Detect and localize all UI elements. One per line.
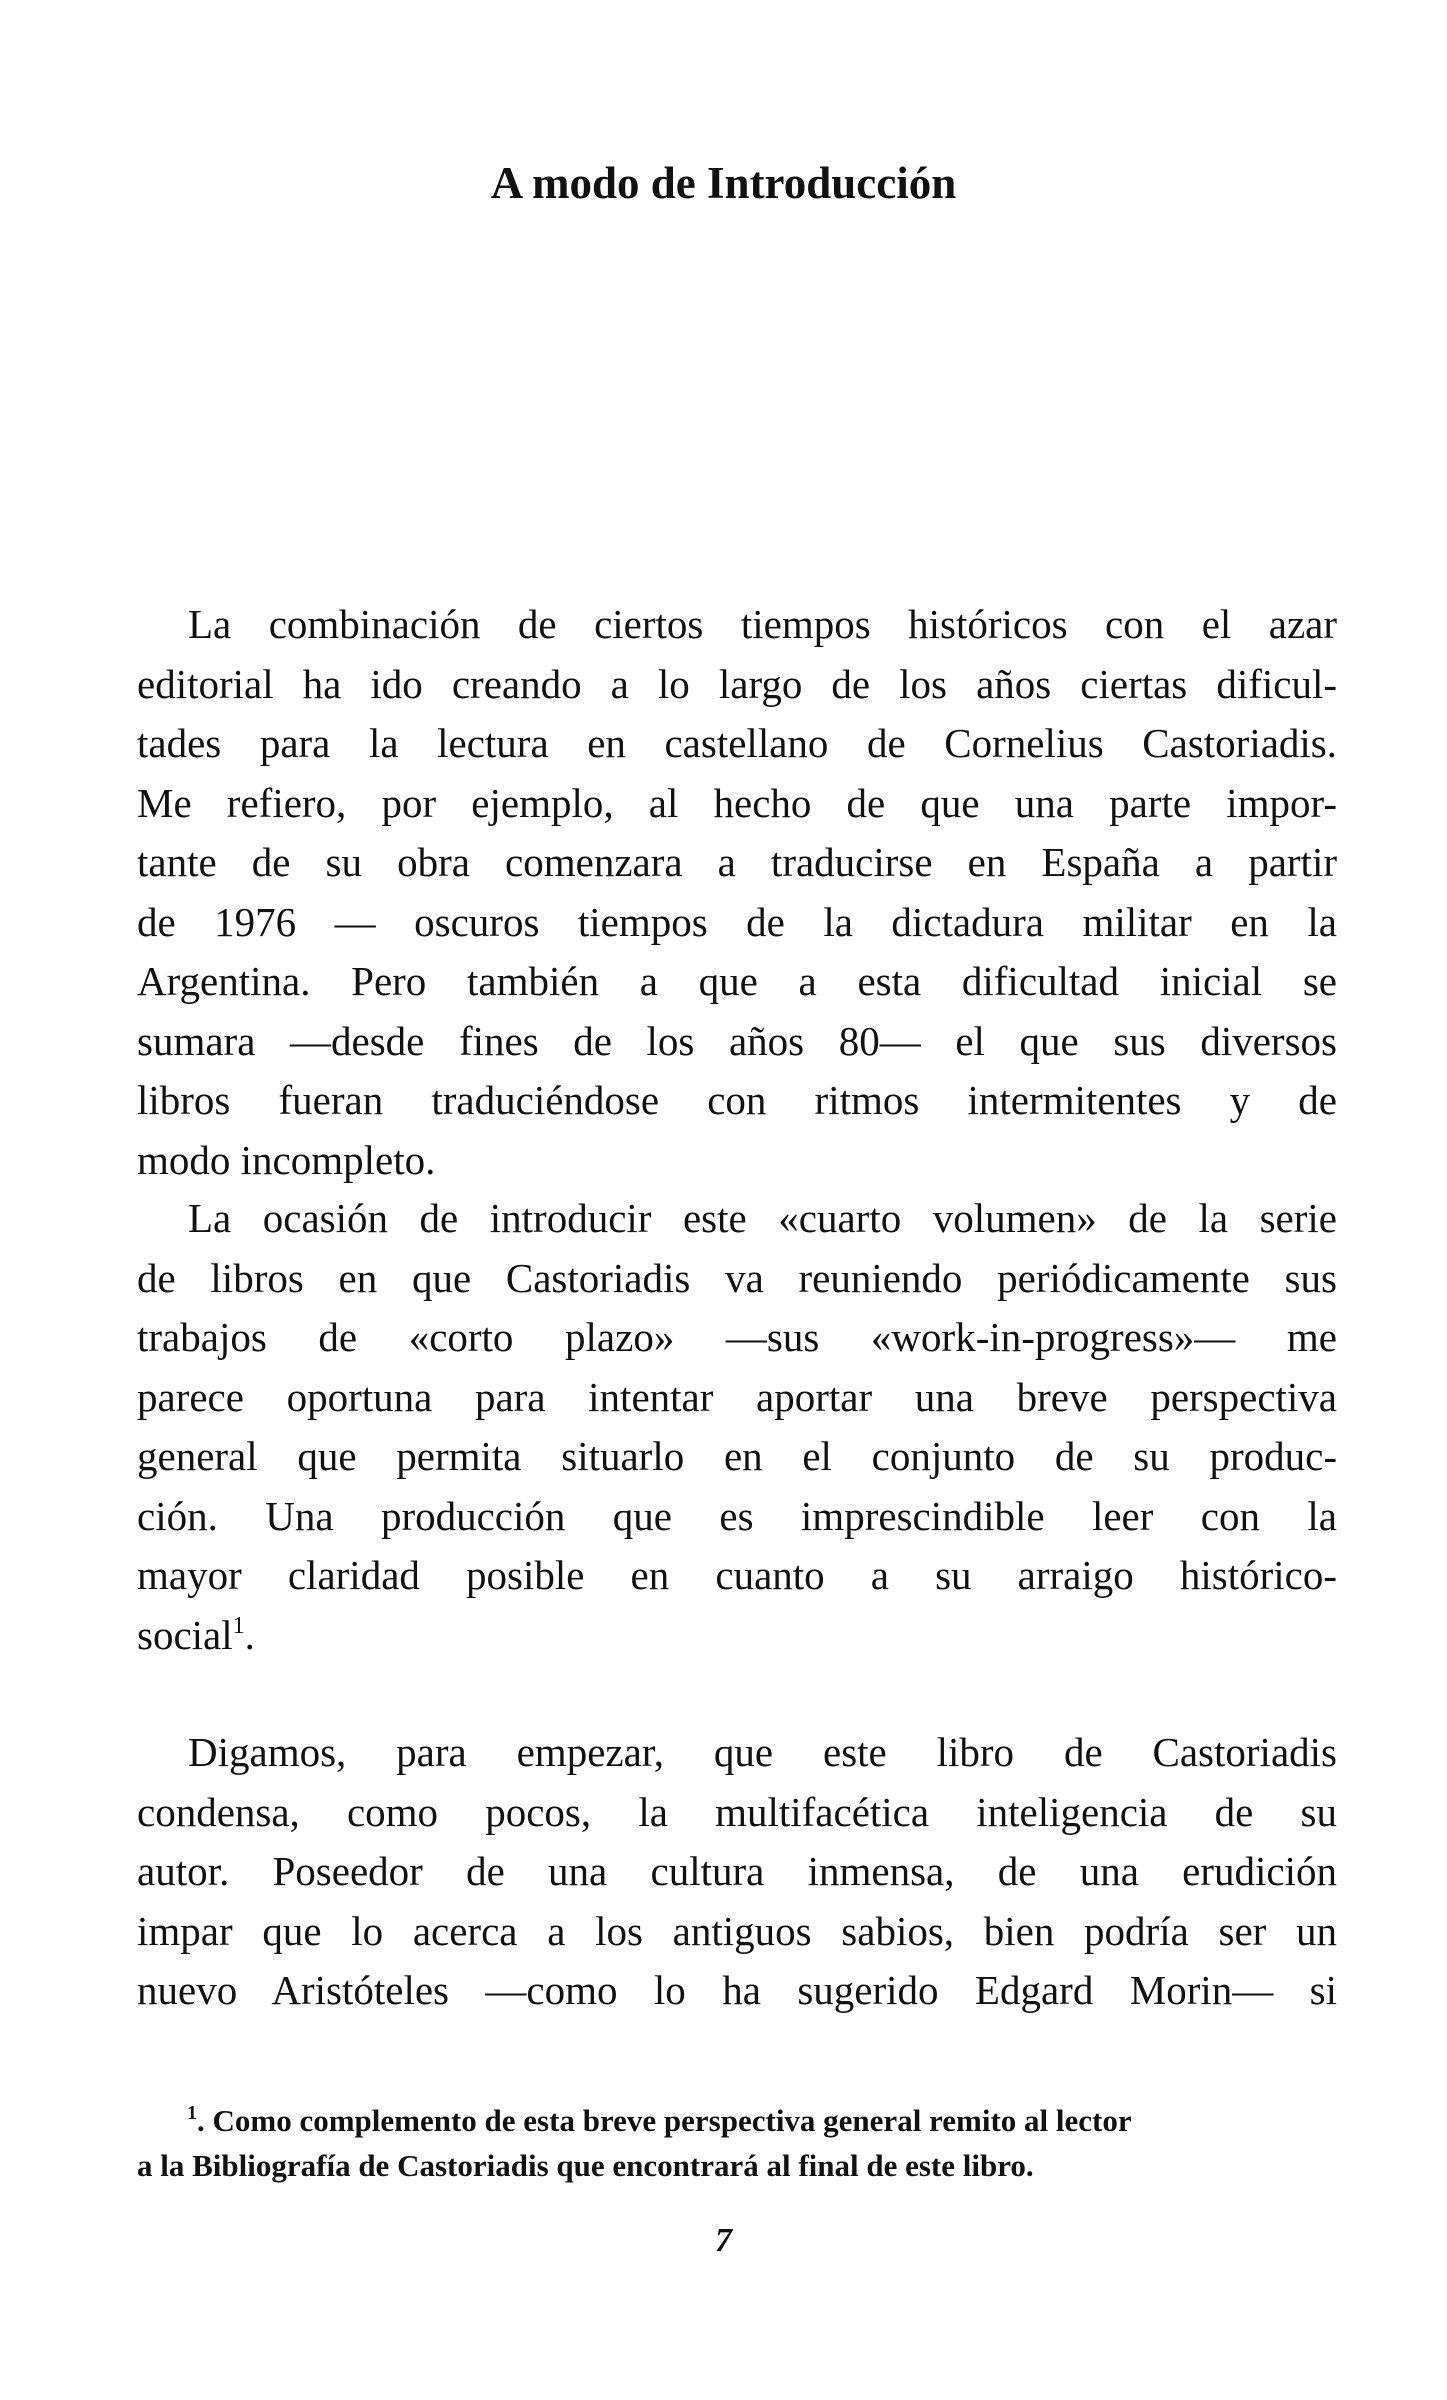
text-line: parece oportuna para intentar aportar una breve perspectiva [137,1373,1337,1420]
text-line-punctuation: . [244,1611,255,1658]
paragraph-2 [137,1189,1337,1665]
text-line: autor. Poseedor de una cultura inmensa, de una erudición [137,1848,1337,1894]
page-number: 7 [715,2222,732,2259]
footnote-marker: 1 [187,2102,197,2124]
footnote [137,2098,1337,2188]
text-line: La combinación de ciertos tiempos históricos con el azar [188,601,1337,647]
footnote-line: a la Bibliografía de Castoriadis que encontrará al final de este libro. [137,2148,1034,2183]
footnote-reference[interactable]: 1 [232,1612,245,1639]
text-line-last [137,1606,1337,1666]
text-line: de libros en que Castoriadis va reuniendo periódicamente sus [137,1254,1337,1301]
footnote-line [137,2098,1337,2143]
text-line: Me refiero, por ejemplo, al hecho de que una parte impor- [137,779,1337,826]
text-line: La ocasión de introducir este «cuarto volumen» de la serie [188,1195,1337,1241]
chapter-title: A modo de Introducción [490,158,957,208]
text-line: ción. Una producción que es imprescindible leer con la [137,1492,1337,1539]
text-line: Digamos, para empezar, que este libro de Castoriadis [188,1729,1337,1775]
footnote-text: . Como complemento de esta breve perspectiva general remito al lector [197,2103,1132,2138]
text-line: condensa, como pocos, la multifacética inteligencia de su [137,1788,1337,1835]
text-line: editorial ha ido creando a lo largo de los años ciertas dificul- [137,660,1337,707]
text-line: Argentina. Pero también a que a esta dificultad inicial se [137,958,1337,1004]
paragraph-1 [137,595,1337,1190]
text-line: libros fueran traduciéndose con ritmos intermitentes y de [137,1077,1337,1123]
text-line: trabajos de «corto plazo» —sus «work-in-progress»— me [137,1314,1337,1360]
text-line: sumara —desde fines de los años 80— el que sus diversos [137,1017,1337,1064]
text-line: de 1976 — oscuros tiempos de la dictadura militar en la [137,898,1337,945]
text-line: mayor claridad posible en cuanto a su arraigo histórico- [137,1552,1337,1598]
text-line: nuevo Aristóteles —como lo ha sugerido Edgard Morin— si [137,1967,1337,2013]
text-line-word: social [137,1611,233,1658]
text-line: tades para la lectura en castellano de Cornelius Castoriadis. [137,720,1337,766]
text-line: modo incompleto. [137,1136,436,1183]
text-line: general que permita situarlo en el conjunto de su produc- [137,1433,1337,1479]
text-line: tante de su obra comenzara a traducirse en España a partir [137,839,1337,885]
paragraph-3 [137,1723,1337,2021]
text-line: impar que lo acerca a los antiguos sabios, bien podría ser un [137,1907,1337,1954]
